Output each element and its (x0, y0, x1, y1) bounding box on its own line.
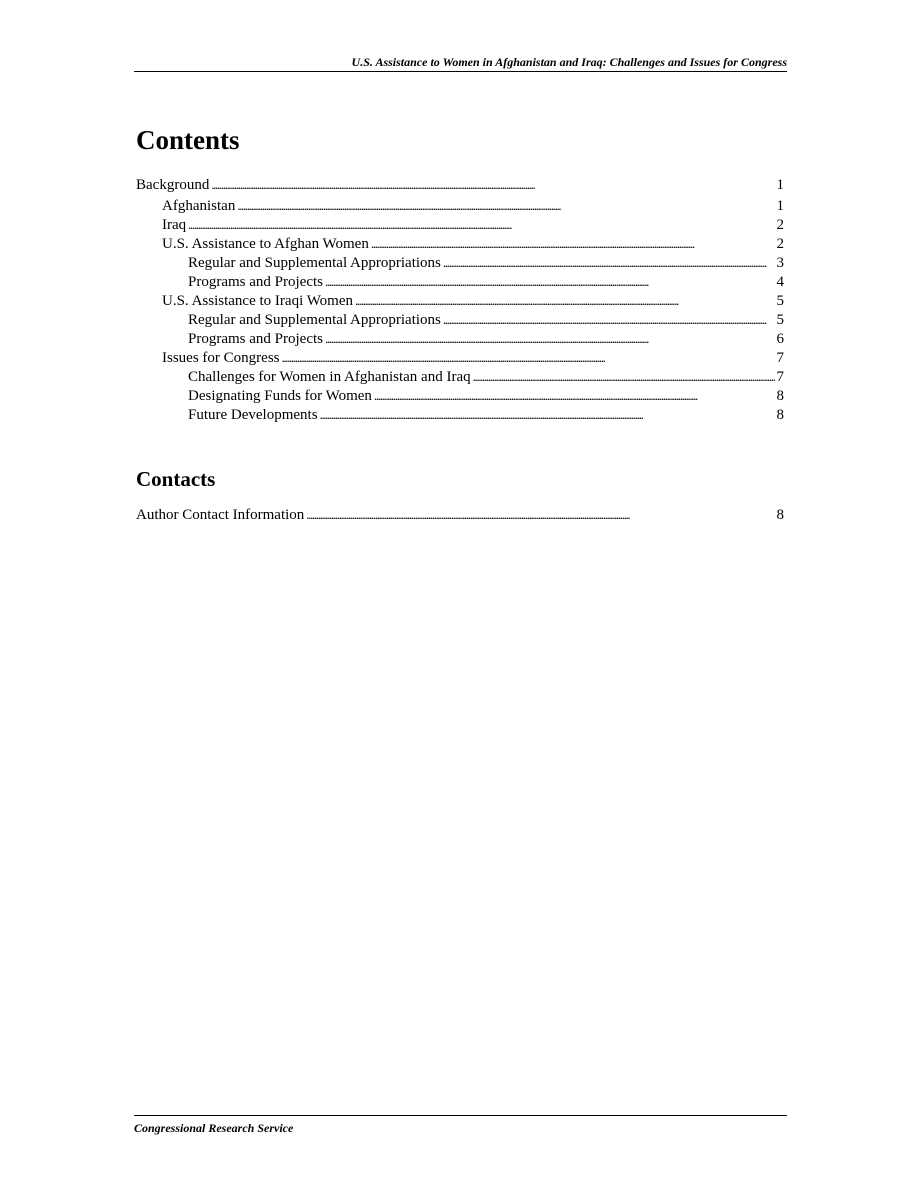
contacts-list (136, 505, 784, 524)
footer-publisher: Congressional Research Service (134, 1121, 294, 1135)
toc-entry-title: Author Contact Information (136, 507, 305, 523)
toc-entry-background[interactable] (136, 175, 784, 194)
toc-entry-us-assistance-iraqi-women[interactable] (136, 291, 784, 310)
toc-dot-leader (355, 291, 775, 311)
toc-entry-page: 5 (776, 293, 784, 309)
toc-entry-author-contact[interactable] (136, 505, 784, 524)
toc-entry-page: 7 (776, 369, 784, 385)
toc-entry-us-assistance-afghan-women[interactable] (136, 234, 784, 253)
toc-entry-iraqi-programs-projects[interactable] (136, 329, 784, 348)
table-of-contents (136, 175, 784, 424)
toc-entry-future-developments[interactable] (136, 405, 784, 424)
contacts-heading: Contacts (136, 467, 216, 491)
toc-entry-iraqi-appropriations[interactable] (136, 310, 784, 329)
toc-entry-title: Issues for Congress (162, 350, 280, 366)
toc-entry-issues-for-congress[interactable] (136, 348, 784, 367)
toc-entry-title: Iraq (162, 217, 187, 233)
toc-entry-page: 5 (776, 312, 784, 328)
toc-dot-leader (325, 272, 775, 292)
toc-dot-leader (443, 253, 775, 273)
toc-entry-page: 1 (776, 177, 784, 193)
toc-entry-page: 2 (776, 217, 784, 233)
toc-entry-afghan-programs-projects[interactable] (136, 272, 784, 291)
toc-entry-iraq[interactable] (136, 215, 784, 234)
toc-dot-leader (188, 215, 774, 235)
toc-dot-leader (473, 367, 775, 387)
toc-entry-title: Background (136, 177, 210, 193)
toc-entry-page: 8 (776, 388, 784, 404)
running-header-title: U.S. Assistance to Women in Afghanistan and Iraq: Challenges and Issues for Congress (351, 55, 787, 69)
toc-entry-page: 1 (776, 198, 784, 214)
toc-dot-leader (371, 234, 775, 254)
toc-dot-leader (325, 329, 775, 349)
toc-entry-title: Programs and Projects (188, 331, 323, 347)
toc-dot-leader (320, 405, 775, 425)
toc-entry-title: Regular and Supplemental Appropriations (188, 255, 441, 271)
toc-entry-title: Regular and Supplemental Appropriations (188, 312, 441, 328)
toc-dot-leader (282, 348, 775, 368)
toc-entry-title: U.S. Assistance to Afghan Women (162, 236, 369, 252)
toc-entry-title: Afghanistan (162, 198, 236, 214)
toc-entry-afghan-appropriations[interactable] (136, 253, 784, 272)
toc-entry-title: U.S. Assistance to Iraqi Women (162, 293, 353, 309)
toc-entry-designating-funds[interactable] (136, 386, 784, 405)
toc-entry-page: 8 (776, 507, 784, 523)
toc-entry-title: Designating Funds for Women (188, 388, 372, 404)
toc-entry-page: 6 (776, 331, 784, 347)
running-footer (134, 1115, 787, 1135)
toc-entry-page: 4 (776, 274, 784, 290)
toc-dot-leader (306, 505, 774, 525)
toc-entry-title: Programs and Projects (188, 274, 323, 290)
toc-dot-leader (443, 310, 775, 330)
toc-dot-leader (237, 196, 774, 216)
toc-entry-page: 8 (776, 407, 784, 423)
toc-entry-afghanistan[interactable] (136, 196, 784, 215)
toc-entry-challenges-for-women[interactable] (136, 367, 784, 386)
toc-dot-leader (374, 386, 775, 406)
toc-entry-page: 2 (776, 236, 784, 252)
toc-entry-page: 7 (776, 350, 784, 366)
running-header (134, 55, 787, 72)
contents-heading: Contents (136, 125, 240, 155)
toc-entry-title: Challenges for Women in Afghanistan and Iraq (188, 369, 471, 385)
toc-entry-page: 3 (776, 255, 784, 271)
toc-dot-leader (211, 175, 774, 195)
toc-entry-title: Future Developments (188, 407, 318, 423)
